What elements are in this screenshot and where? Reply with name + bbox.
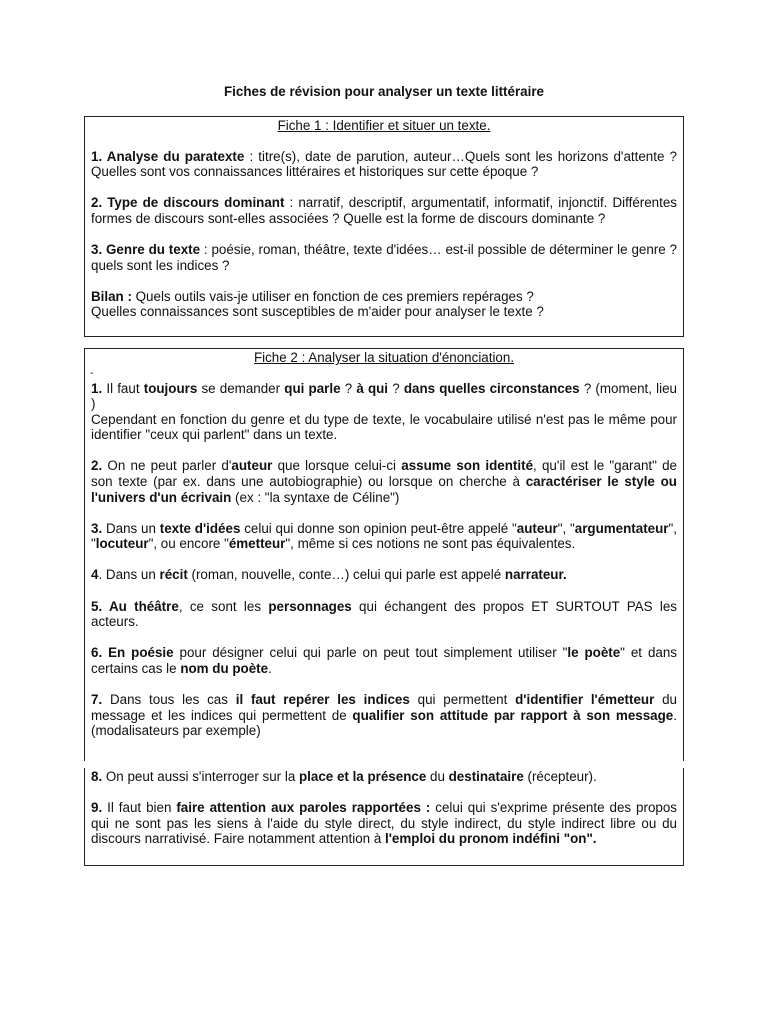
fiche2-paragraph-1: 1. Il faut toujours se demander qui parle ? à qui ? dans quelles circonstances ? (moment, lieu ) Cependant en fonction du genre et du type de texte, le vocabulaire utilisé n'est pas le même pour identifier "ceux qui parlent" dans un texte. (91, 380, 678, 443)
fiche1-paragraph-genre: 3. Genre du texte : poésie, roman, théâtre, texte d'idées… est-il possible de déterminer le genre ? quels sont les indices ? (91, 241, 677, 273)
fiche2-paragraph-6: 6. En poésie pour désigner celui qui parle on peut tout simplement utiliser "le poète" et dans certains cas le nom du poète. (91, 645, 677, 676)
page-title: Fiches de révision pour analyser un texte littéraire (223, 84, 544, 99)
stray-mark: - (90, 368, 94, 379)
fiche2-box (84, 348, 684, 753)
border-fragment-right (683, 753, 684, 761)
fiche1-paragraph-discours: 2. Type de discours dominant : narratif, descriptif, argumentatif, informatif, injonctif. Différentes formes de discours sont-elles associées ? Quelle est la forme de discours dominante ? (91, 195, 677, 226)
border-fragment-left (84, 753, 85, 761)
fiche2-paragraph-8: 8. On peut aussi s'interroger sur la place et la présence du destinataire (récepteur). (91, 769, 597, 784)
fiche2-paragraph-7: 7. Dans tous les cas il faut repérer les indices qui permettent d'identifier l'émetteur du message et les indices qui permettent de qualifier son attitude par rapport à son message. (modalisateurs par exemple) (91, 691, 677, 739)
fiche2-paragraph-2: 2. On ne peut parler d'auteur que lorsque celui-ci assume son identité, qu'il est le "garant" de son texte (par ex. dans une autobiographie) ou lorsque on cherche à caractériser le style ou l'univers d'un écrivain (ex : "la syntaxe de Céline") (91, 458, 677, 505)
fiche1-paragraph-bilan: Bilan : Quels outils vais-je utiliser en fonction de ces premiers repérages ? Quelles connaissances sont susceptibles de m'aider pour analyser le texte ? (91, 288, 544, 320)
fiche2-continued-box (84, 768, 684, 866)
fiche1-paragraph-paratexte: 1. Analyse du paratexte : titre(s), date de parution, auteur…Quels sont les horizons d'attente ? Quelles sont vos connaissances littéraires et historiques sur cette époque ? (91, 148, 677, 180)
fiche2-paragraph-4: 4. Dans un récit (roman, nouvelle, conte…) celui qui parle est appelé narrateur. (91, 567, 567, 583)
fiche2-paragraph-3: 3. Dans un texte d'idées celui qui donne son opinion peut-être appelé "auteur", "argumentateur", "locuteur", ou encore "émetteur", même si ces notions ne sont pas équivalentes. (91, 520, 677, 552)
fiche2-heading: Fiche 2 : Analyser la situation d'énonciation. (253, 350, 515, 365)
fiche1-box (84, 116, 684, 337)
fiche1-heading: Fiche 1 : Identifier et situer un texte. (277, 118, 491, 133)
fiche2-paragraph-9: 9. Il faut bien faire attention aux paroles rapportées : celui qui s'exprime présente des propos qui ne sont pas les siens à l'aide du style direct, du style indirect, du style indirect libre ou du discours narrativisé. Faire notamment attention à l'emploi du pronom indéfini "on". (91, 800, 677, 847)
fiche2-paragraph-5: 5. Au théâtre, ce sont les personnages qui échangent des propos ET SURTOUT PAS les acteurs. (91, 598, 677, 630)
